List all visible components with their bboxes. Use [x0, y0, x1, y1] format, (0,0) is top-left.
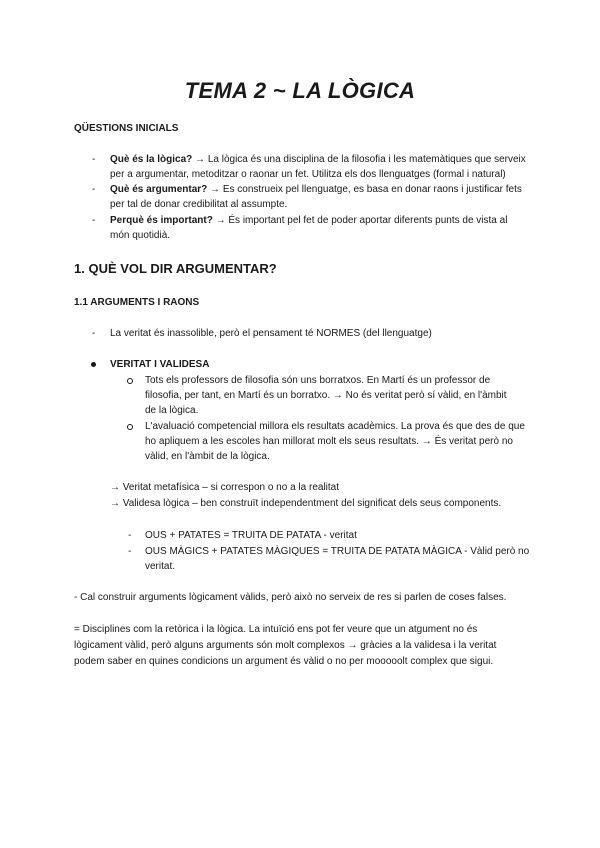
example-line: OUS + PATATES = TRUITA DE PATATA - veritat	[145, 530, 357, 541]
question-item	[110, 152, 526, 167]
question-term: Què és la lògica?	[110, 154, 193, 165]
arrow-line: → Veritat metafísica – si correspon o no a la realitat	[110, 482, 339, 493]
question-answer: → Es construeix pel llenguatge, es basa en donar raons i justificar fets	[210, 184, 522, 195]
circle-item-line: de la lògica.	[145, 405, 199, 416]
bullet-heading: VERITAT I VALIDESA	[110, 359, 210, 370]
circle-item-line: vàlid, en l'àmbit de la lògica.	[145, 451, 270, 462]
example-line: OUS MÀGICS + PATATES MÀGIQUES = TRUITA DE PATATA MÀGICA - Vàlid però no	[145, 546, 530, 557]
page-title: TEMA 2 ~ LA LÒGICA	[184, 78, 416, 103]
questions-heading: QÜESTIONS INICIALS	[74, 123, 179, 134]
paragraph-line: = Disciplines com la retòrica i la lògica. La intuïció ens pot fer veure que un atgument no és	[74, 624, 478, 635]
example-line: veritat.	[145, 561, 176, 572]
dash-marker: -	[92, 184, 96, 195]
question-item	[110, 213, 507, 228]
dash-marker: -	[92, 215, 96, 226]
question-term: Perquè és important?	[110, 215, 213, 226]
circle-item-line: Tots els professors de filosofia són uns borratxos. En Martí és un professor de	[145, 375, 491, 386]
question-item	[110, 182, 522, 197]
question-answer-cont: món quotidià.	[110, 230, 171, 241]
paragraph: - Cal construir arguments lògicament vàlids, però això no serveix de res si parlen de coses falses.	[74, 592, 507, 603]
dash-marker: -	[128, 546, 132, 557]
circle-bullet	[127, 424, 133, 430]
arrow-line: → Validesa lògica – ben construït independentment del significat dels seus components.	[110, 498, 502, 509]
circle-item-line: L'avaluació competencial millora els resultats acadèmics. La prova és que des de que	[145, 421, 525, 432]
paragraph-line: lògicament vàlid, però alguns arguments són molt complexos → gràcies a la validesa i la veritat	[74, 640, 497, 651]
circle-item-line: ho apliquem a les escoles han millorat molt els seus resultats. → És veritat però no	[145, 436, 513, 447]
circle-bullet	[127, 378, 133, 384]
dash-marker: -	[128, 530, 132, 541]
subsection-heading: 1.1 ARGUMENTS I RAONS	[74, 297, 200, 308]
dash-marker: -	[92, 328, 96, 339]
circle-item-line: filosofia, per tant, en Martí és un borratxo. → No és veritat però sí vàlid, en l'àmbit	[145, 390, 507, 401]
question-answer: → La lògica és una disciplina de la filosofia i les matemàtiques que serveix	[195, 154, 526, 165]
question-answer-cont: per tal de donar credibilitat al assumpte.	[110, 199, 288, 210]
bullet-dot	[91, 362, 96, 367]
section-heading: 1. QUÈ VOL DIR ARGUMENTAR?	[74, 261, 277, 276]
question-term: Què és argumentar?	[110, 184, 208, 195]
question-answer-cont: per a argumentar, metoditzar o raonar un fet. Utilitza els dos llenguatges (formal i natural)	[110, 169, 506, 180]
dash-marker: -	[92, 154, 96, 165]
paragraph-line: podem saber en quines condicions un argument és vàlid o no per mooooolt complex que sigui.	[74, 656, 494, 667]
list-item: La veritat és inassolible, però el pensament té NORMES (del llenguatge)	[110, 328, 432, 339]
question-answer: → És important pel fet de poder aportar diferents punts de vista al	[215, 215, 508, 226]
